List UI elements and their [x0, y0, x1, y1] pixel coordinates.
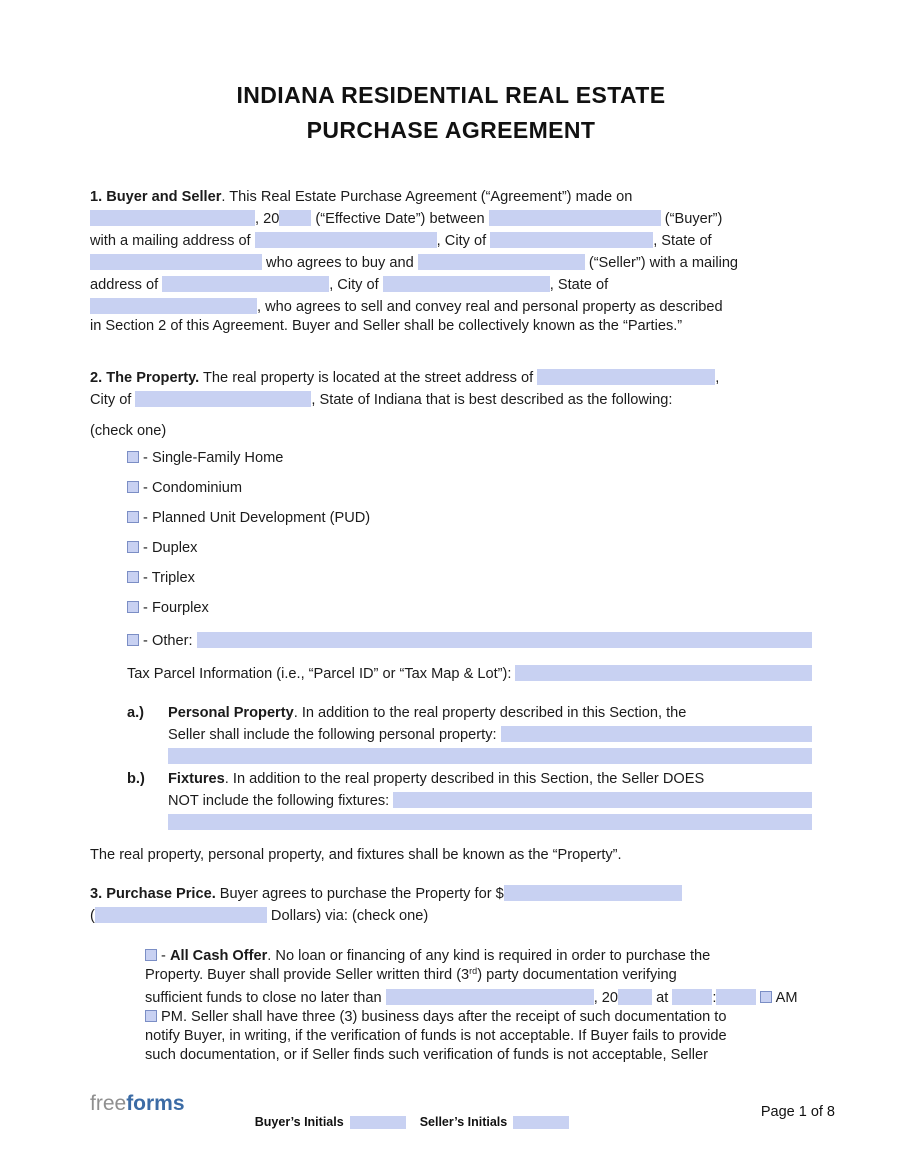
text: - Fourplex — [139, 600, 209, 616]
text: such documentation, or if Seller finds such verification of funds is not acceptable, Seller — [145, 1047, 708, 1063]
condominium-checkbox[interactable] — [127, 481, 139, 493]
text-line — [90, 251, 812, 273]
text: . In addition to the real property described in this Section, the Seller DOES — [224, 771, 705, 787]
text: - Condominium — [139, 480, 243, 496]
buyer-name-field[interactable] — [489, 210, 661, 226]
section-2-the-property — [90, 366, 812, 410]
text: , 20 — [255, 211, 280, 227]
bold-text: Fixtures — [168, 771, 225, 787]
text: . No loan or financing of any kind is required in order to purchase the — [267, 948, 711, 964]
text-line — [168, 704, 812, 723]
text-line — [90, 846, 812, 865]
text-line — [127, 629, 812, 651]
text: , State of — [653, 233, 712, 249]
bold-text: 1. Buyer and Seller — [90, 189, 222, 205]
logo-text-free: free — [90, 1092, 127, 1115]
text: - Planned Unit Development (PUD) — [139, 510, 371, 526]
text-line — [168, 723, 812, 745]
list-marker: b.) — [127, 771, 145, 787]
pud-checkbox[interactable] — [127, 511, 139, 523]
section-3-purchase-price — [90, 882, 812, 926]
text-line — [145, 947, 812, 966]
fixtures-field[interactable] — [393, 792, 812, 808]
text: The real property, personal property, and fixtures shall be known as the “Property”. — [90, 847, 622, 863]
text-line — [145, 966, 812, 986]
text-line — [145, 1046, 812, 1065]
logo-text-forms: forms — [126, 1092, 185, 1115]
text-line — [127, 509, 812, 528]
sellers-initials-label: Seller’s Initials — [419, 1115, 508, 1129]
text: (check one) — [90, 423, 167, 439]
sellers-initials-field[interactable] — [513, 1116, 569, 1129]
text-line — [90, 273, 812, 295]
purchase-price-field[interactable] — [504, 885, 682, 901]
title-line-1: INDIANA RESIDENTIAL REAL ESTATE — [236, 82, 666, 108]
section-1-buyer-and-seller — [90, 188, 812, 336]
text: AM — [772, 990, 798, 1006]
effective-date-field[interactable] — [90, 210, 255, 226]
text: (“Effective Date”) between — [311, 211, 489, 227]
text: . In addition to the real property described in this Section, the — [293, 705, 687, 721]
text: - Other: — [139, 633, 197, 649]
page-number: Page 1 of 8 — [760, 1104, 835, 1120]
seller-city-field[interactable] — [383, 276, 550, 292]
text: Dollars) via: (check one) — [266, 908, 429, 924]
text: NOT include the following fixtures: — [168, 793, 394, 809]
text: , City of — [436, 233, 491, 249]
seller-name-field[interactable] — [418, 254, 585, 270]
property-type-checklist — [127, 449, 812, 651]
text: : — [712, 990, 717, 1006]
text: , who agrees to sell and convey real and personal property as described — [257, 299, 723, 315]
other-checkbox[interactable] — [127, 634, 139, 646]
text: The real property is located at the street address of — [199, 370, 538, 386]
property-address-field[interactable] — [537, 369, 715, 385]
item-b-fixtures — [127, 770, 812, 830]
check-one-note — [90, 422, 812, 441]
title-line-2: PURCHASE AGREEMENT — [306, 117, 596, 143]
all-cash-offer-clause — [145, 947, 812, 1065]
buyers-initials-label: Buyer’s Initials — [254, 1115, 344, 1129]
text: , — [715, 370, 720, 386]
text: PM. Seller shall have three (3) business days after the receipt of such documentation to — [157, 1009, 727, 1025]
text-line — [90, 904, 812, 926]
funds-deadline-hour-field[interactable] — [672, 989, 712, 1005]
text: Tax Parcel Information (i.e., “Parcel ID” or “Tax Map & Lot”): — [127, 666, 516, 682]
fourplex-checkbox[interactable] — [127, 601, 139, 613]
document-title — [90, 78, 812, 148]
text-line — [127, 449, 812, 468]
text-line — [127, 569, 812, 588]
text: address of — [90, 277, 163, 293]
triplex-checkbox[interactable] — [127, 571, 139, 583]
initials-line — [0, 1113, 824, 1132]
text: City of — [90, 392, 136, 408]
fixtures-field-line2[interactable] — [168, 814, 812, 830]
effective-year-field[interactable] — [279, 210, 311, 226]
text-line — [168, 789, 812, 811]
text: Buyer agrees to purchase the Property for $ — [215, 886, 504, 902]
other-description-field[interactable] — [197, 632, 812, 648]
text-line — [127, 539, 812, 558]
text: who agrees to buy and — [262, 255, 418, 271]
pm-checkbox[interactable] — [145, 1010, 157, 1022]
text: , State of — [549, 277, 609, 293]
property-definition-note — [90, 846, 812, 865]
buyers-initials-field[interactable] — [350, 1116, 406, 1129]
text: , State of Indiana that is best described as the following: — [311, 392, 673, 408]
seller-state-field[interactable] — [90, 298, 257, 314]
text: sufficient funds to close no later than — [145, 990, 386, 1006]
text: Seller shall include the following personal property: — [168, 727, 501, 743]
am-checkbox[interactable] — [760, 991, 772, 1003]
property-city-field[interactable] — [135, 391, 311, 407]
tax-parcel-information — [127, 662, 812, 684]
purchase-price-words-field[interactable] — [95, 907, 267, 923]
funds-deadline-year-field[interactable] — [618, 989, 652, 1005]
text-line — [127, 479, 812, 498]
seller-address-field[interactable] — [162, 276, 329, 292]
buyer-state-field[interactable] — [90, 254, 262, 270]
text-line — [90, 317, 812, 336]
text-line — [90, 422, 812, 441]
bold-text: All Cash Offer — [169, 948, 268, 964]
text-line — [127, 599, 812, 618]
text-line — [168, 770, 812, 789]
text: - Duplex — [139, 540, 198, 556]
text-line — [90, 295, 812, 317]
text-line — [168, 811, 812, 830]
text-line — [90, 882, 812, 904]
text: in Section 2 of this Agreement. Buyer and Seller shall be collectively known as the “Parties.” — [90, 318, 683, 334]
text: ( — [90, 908, 95, 924]
funds-deadline-minute-field[interactable] — [716, 989, 756, 1005]
text: - Triplex — [139, 570, 195, 586]
text: with a mailing address of — [90, 233, 255, 249]
item-a-personal-property — [127, 704, 812, 764]
text: - — [157, 948, 170, 964]
buyer-address-field[interactable] — [255, 232, 437, 248]
bold-text: 2. The Property. — [90, 370, 200, 386]
text: , City of — [329, 277, 383, 293]
personal-property-field[interactable] — [501, 726, 812, 742]
all-cash-offer-checkbox[interactable] — [145, 949, 157, 961]
text: (“Buyer”) — [660, 211, 723, 227]
text: - Single-Family Home — [139, 450, 284, 466]
text-line — [145, 1008, 812, 1027]
text: notify Buyer, in writing, if the verification of funds is not acceptable. If Buyer fails to provide — [145, 1028, 727, 1044]
text-line — [168, 745, 812, 764]
text-line — [90, 366, 812, 388]
document-body — [90, 188, 812, 1065]
text-line — [145, 1027, 812, 1046]
duplex-checkbox[interactable] — [127, 541, 139, 553]
text-line — [90, 388, 812, 410]
funds-deadline-date-field[interactable] — [386, 989, 594, 1005]
text-line — [127, 662, 812, 684]
text-line — [145, 986, 812, 1008]
bold-text: Personal Property — [168, 705, 294, 721]
list-marker: a.) — [127, 705, 145, 721]
freeforms-logo — [90, 1093, 185, 1115]
text-line — [90, 188, 812, 207]
text-line — [90, 229, 812, 251]
text: , 20 — [593, 990, 619, 1006]
ordinal-suffix: rd — [469, 966, 478, 976]
text-line — [90, 207, 812, 229]
buyer-city-field[interactable] — [490, 232, 653, 248]
text: ) party documentation verifying — [477, 967, 677, 983]
personal-property-field-line2[interactable] — [168, 748, 812, 764]
bold-text: 3. Purchase Price. — [90, 886, 216, 902]
single-family-home-checkbox[interactable] — [127, 451, 139, 463]
text: at — [652, 990, 673, 1006]
text: (“Seller”) with a mailing — [584, 255, 739, 271]
text: . This Real Estate Purchase Agreement (“Agreement”) made on — [221, 189, 633, 205]
tax-parcel-field[interactable] — [515, 665, 812, 681]
text: Property. Buyer shall provide Seller written third (3 — [145, 967, 470, 983]
